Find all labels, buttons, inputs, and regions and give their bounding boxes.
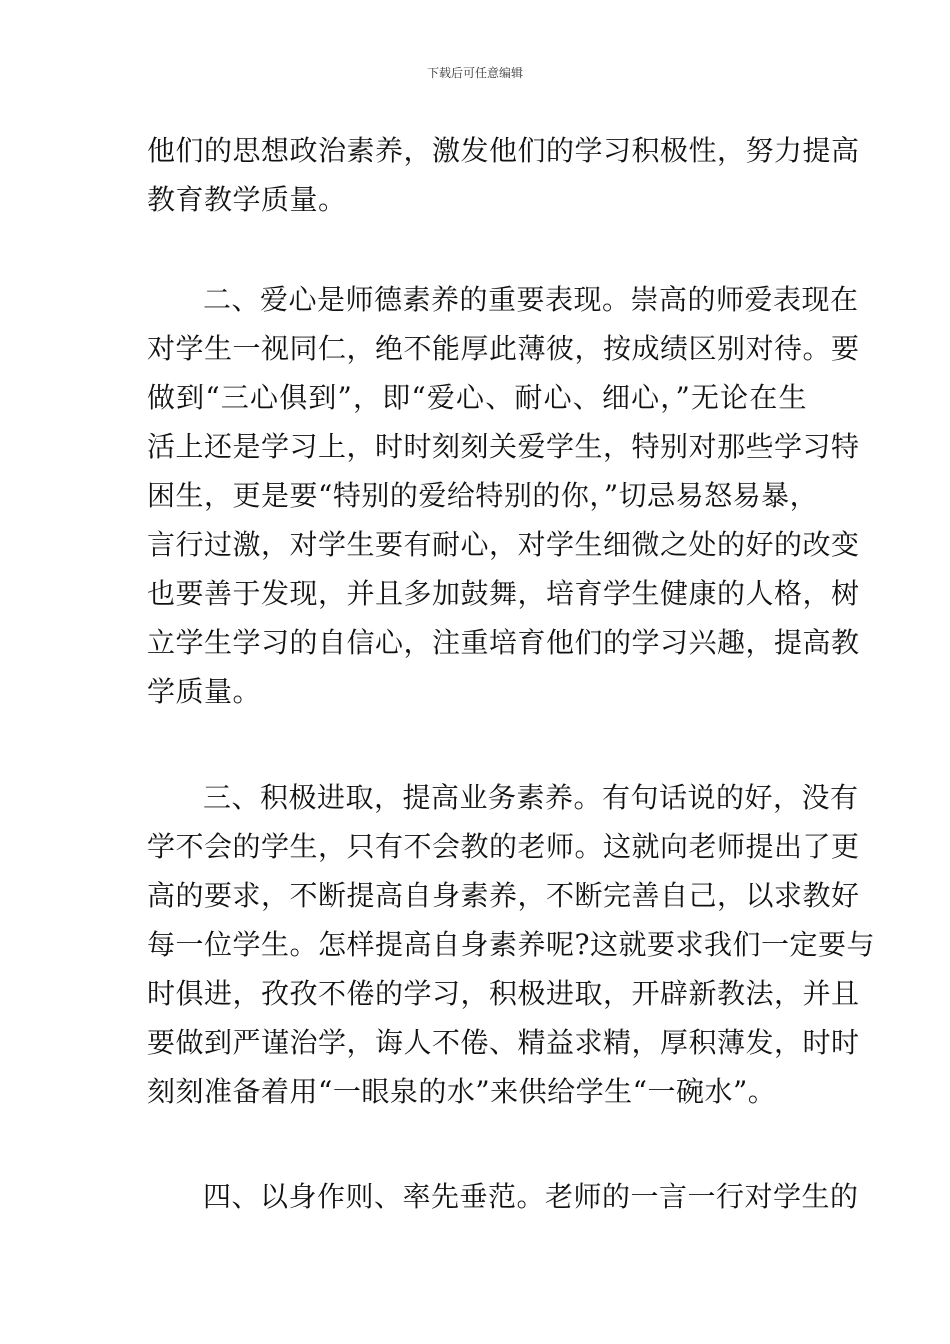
- text-line: 做到“三心俱到”，即“爱心、耐心、细心，”无论在生: [147, 381, 807, 414]
- text-line: 活上还是学习上，时时刻刻关爱学生，特别对那些学习特: [147, 430, 860, 463]
- paragraph-4: [147, 1172, 859, 1221]
- page-header: 下载后可任意编辑: [426, 66, 523, 80]
- text-line: 教育教学质量。: [147, 183, 347, 216]
- paragraph-3: [147, 773, 876, 1116]
- text-line: 学质量。: [147, 675, 262, 708]
- text-line: 言行过激，对学生要有耐心，对学生细微之处的好的改变: [147, 528, 860, 561]
- text-line: 他们的思想政治素养，激发他们的学习积极性，努力提高: [147, 134, 860, 167]
- text-line: 学不会的学生，只有不会教的老师。这就向老师提出了更: [147, 830, 860, 863]
- paragraph-2: [147, 275, 860, 716]
- text-line: 四、以身作则、率先垂范。老师的一言一行对学生的: [203, 1180, 859, 1213]
- text-line: 对学生一视同仁，绝不能厚此薄彼，按成绩区别对待。要: [147, 332, 860, 365]
- text-line: 三、积极进取，提高业务素养。有句话说的好，没有: [203, 781, 859, 814]
- text-line: 立学生学习的自信心，注重培育他们的学习兴趣，提高教: [147, 626, 860, 659]
- text-line: 高的要求，不断提高自身素养，不断完善自己，以求教好: [147, 879, 860, 912]
- text-line: 时俱进，孜孜不倦的学习，积极进取，开辟新教法，并且: [147, 977, 860, 1010]
- text-line: 每一位学生。怎样提高自身素养呢?这就要求我们一定要与: [147, 928, 876, 961]
- text-line: 也要善于发现，并且多加鼓舞，培育学生健康的人格，树: [147, 577, 860, 610]
- text-line: 二、爱心是师德素养的重要表现。崇高的师爱表现在: [203, 283, 859, 316]
- text-line: 困生，更是要“特别的爱给特别的你，”切忌易怒易暴，: [147, 479, 819, 512]
- text-line: 刻刻准备着用“一眼泉的水”来供给学生“一碗水”。: [147, 1075, 777, 1108]
- paragraph-1: [147, 126, 860, 224]
- text-line: 要做到严谨治学，诲人不倦、精益求精，厚积薄发，时时: [147, 1026, 860, 1059]
